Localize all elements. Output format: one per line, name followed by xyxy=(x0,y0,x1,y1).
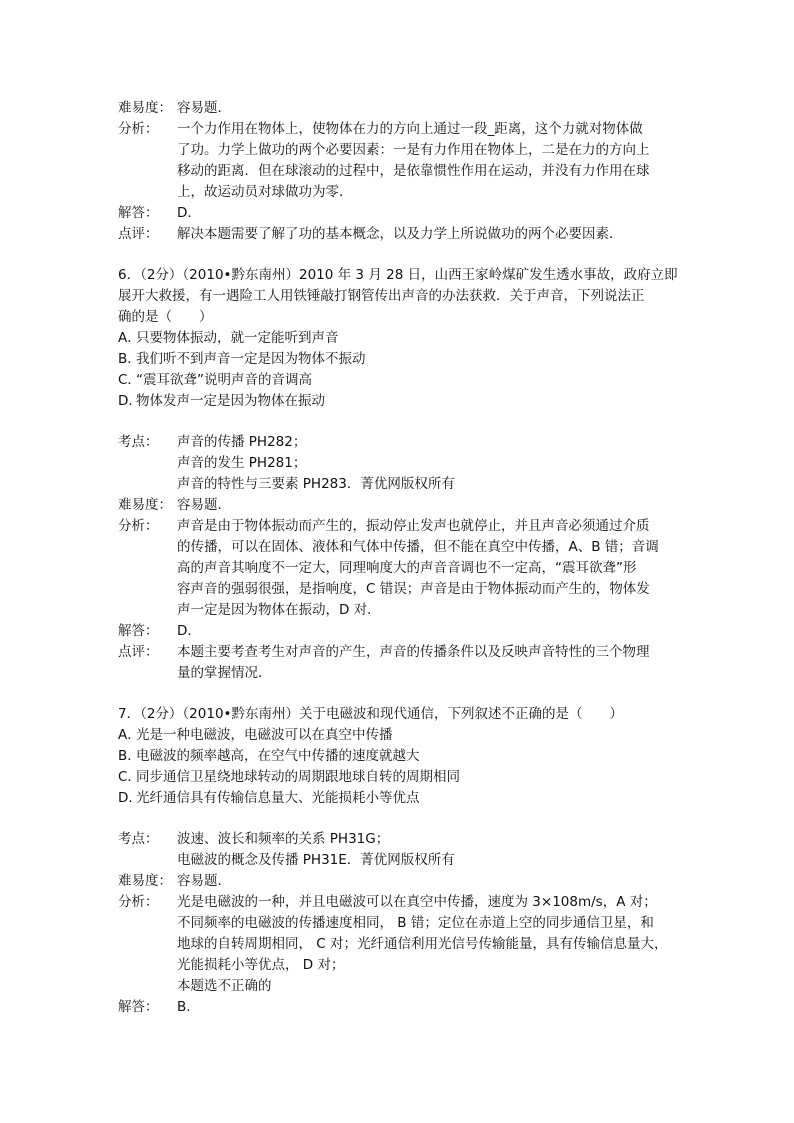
field-label: 考点： xyxy=(118,831,159,847)
field-body xyxy=(177,642,688,684)
field-row xyxy=(118,119,688,203)
field-label: 难易度： xyxy=(118,100,172,116)
field-line: 的传播，可以在固体、液体和气体中传播，但不能在真空中传播，A、B 错；音调 xyxy=(177,539,659,555)
field-line: 本题主要考查考生对声音的产生，声音的传播条件以及反映声音特性的三个物理 xyxy=(177,644,650,660)
field-label: 解答： xyxy=(118,205,159,221)
field-line: 声音的传播 PH282； xyxy=(177,434,307,450)
field-row xyxy=(118,495,688,516)
field-body xyxy=(177,432,688,495)
field-row xyxy=(118,892,688,997)
field-line: 解决本题需要了解了功的基本概念，以及力学上所说做功的两个必要因素． xyxy=(177,226,623,242)
field-line: 光能损耗小等优点， D 对； xyxy=(177,957,345,973)
document-page xyxy=(118,98,688,1018)
field-line: 声音的发生 PH281； xyxy=(177,455,307,471)
field-row xyxy=(118,871,688,892)
answer-option xyxy=(118,746,688,767)
field-line: 声音的特性与三要素 PH283．菁优网版权所有 xyxy=(177,476,455,492)
option-letter: A． xyxy=(118,727,141,743)
field-row xyxy=(118,98,688,119)
field-row xyxy=(118,203,688,224)
option-letter: A． xyxy=(118,330,141,346)
field-body xyxy=(177,224,688,245)
field-line: 不同频率的电磁波的传播速度相同， B 错；定位在赤道上空的同步通信卫星，和 xyxy=(177,915,654,931)
field-line: 声音是由于物体振动而产生的，振动停止发声也就停止，并且声音必须通过介质 xyxy=(177,518,650,534)
question-line: 6．（2分）（2010•黔东南州）2010 年 3 月 28 日，山西王家岭煤矿发生透水事故，政府立即 xyxy=(118,267,678,283)
option-text: 我们听不到声音一定是因为物体不振动 xyxy=(136,351,366,367)
question-line: 展开大救援，有一遇险工人用铁锤敲打钢管传出声音的办法获救．关于声音，下列说法正 xyxy=(118,288,645,304)
option-text: “震耳欲聋”说明声音的音调高 xyxy=(136,372,312,388)
field-body xyxy=(177,98,688,119)
option-text: 电磁波的频率越高，在空气中传播的速度就越大 xyxy=(136,748,420,764)
blank-line xyxy=(118,684,688,704)
field-row xyxy=(118,432,688,495)
field-line: 容易题． xyxy=(177,100,231,116)
option-letter: B． xyxy=(118,748,141,764)
field-line: 本题选不正确的 xyxy=(177,978,272,994)
field-row xyxy=(118,516,688,621)
field-line: 容声音的强弱很强，是指响度，C 错误；声音是由于物体振动而产生的，物体发 xyxy=(177,581,650,597)
option-letter: C． xyxy=(118,372,141,388)
field-line: D． xyxy=(177,623,201,639)
field-row xyxy=(118,829,688,871)
field-row xyxy=(118,997,688,1018)
field-label: 考点： xyxy=(118,434,159,450)
answer-option xyxy=(118,788,688,809)
answer-option xyxy=(118,767,688,788)
answer-option xyxy=(118,328,688,349)
field-label: 点评： xyxy=(118,644,159,660)
field-label: 难易度： xyxy=(118,873,172,889)
answer-option xyxy=(118,370,688,391)
option-text: 光是一种电磁波，电磁波可以在真空中传播 xyxy=(136,727,393,743)
question-line: 7．（2分）（2010•黔东南州）关于电磁波和现代通信，下列叙述不正确的是（ ） xyxy=(118,706,623,722)
field-body xyxy=(177,829,688,871)
question-line: 确的是（ ） xyxy=(118,309,213,325)
field-label: 点评： xyxy=(118,226,159,242)
field-body xyxy=(177,621,688,642)
answer-option xyxy=(118,725,688,746)
field-body xyxy=(177,997,688,1018)
option-letter: B． xyxy=(118,351,141,367)
option-letter: D． xyxy=(118,393,142,409)
answer-option xyxy=(118,391,688,412)
field-line: 一个力作用在物体上，使物体在力的方向上通过一段_距离，这个力就对物体做 xyxy=(177,121,643,137)
option-text: 物体发声一定是因为物体在振动 xyxy=(136,393,325,409)
field-label: 难易度： xyxy=(118,497,172,513)
field-line: 光是电磁波的一种，并且电磁波可以在真空中传播，速度为 3×108m/s，A 对； xyxy=(177,894,657,910)
field-line: 移动的距离．但在球滚动的过程中，是依靠惯性作用在运动，并没有力作用在球 xyxy=(177,163,650,179)
field-line: 波速、波长和频率的关系 PH31G； xyxy=(177,831,390,847)
field-body xyxy=(177,892,688,997)
field-line: 上，故运动员对球做功为零． xyxy=(177,184,353,200)
field-row xyxy=(118,621,688,642)
option-text: 光纤通信具有传输信息量大、光能损耗小等优点 xyxy=(136,790,420,806)
field-line: 地球的自转周期相同， C 对；光纤通信利用光信号传输能量，具有传输信息量大， xyxy=(177,936,668,952)
field-body xyxy=(177,119,688,203)
option-letter: C． xyxy=(118,769,141,785)
field-body xyxy=(177,495,688,516)
field-line: 声一定是因为物体在振动，D 对． xyxy=(177,602,381,618)
field-line: 量的掌握情况． xyxy=(177,665,272,681)
field-line: 容易题． xyxy=(177,873,231,889)
field-row xyxy=(118,224,688,245)
field-label: 分析： xyxy=(118,518,159,534)
blank-line xyxy=(118,412,688,432)
field-body xyxy=(177,516,688,621)
option-text: 只要物体振动，就一定能听到声音 xyxy=(136,330,339,346)
field-line: 了功。力学上做功的两个必要因素：一是有力作用在物体上，二是在力的方向上 xyxy=(177,142,650,158)
field-label: 分析： xyxy=(118,121,159,137)
field-line: 高的声音其响度不一定大，同理响度大的声音音调也不一定高，“震耳欲聋”形 xyxy=(177,560,637,576)
field-line: B． xyxy=(177,999,200,1015)
field-label: 解答： xyxy=(118,623,159,639)
blank-line xyxy=(118,809,688,829)
blank-line xyxy=(118,245,688,265)
question-stem xyxy=(118,265,688,328)
field-line: 容易题． xyxy=(177,497,231,513)
question-stem xyxy=(118,704,688,725)
option-text: 同步通信卫星绕地球转动的周期跟地球自转的周期相同 xyxy=(136,769,460,785)
field-body xyxy=(177,203,688,224)
field-label: 分析： xyxy=(118,894,159,910)
field-line: 电磁波的概念及传播 PH31E．菁优网版权所有 xyxy=(177,852,455,868)
field-label: 解答： xyxy=(118,999,159,1015)
answer-option xyxy=(118,349,688,370)
field-body xyxy=(177,871,688,892)
field-line: D． xyxy=(177,205,201,221)
field-row xyxy=(118,642,688,684)
option-letter: D． xyxy=(118,790,142,806)
